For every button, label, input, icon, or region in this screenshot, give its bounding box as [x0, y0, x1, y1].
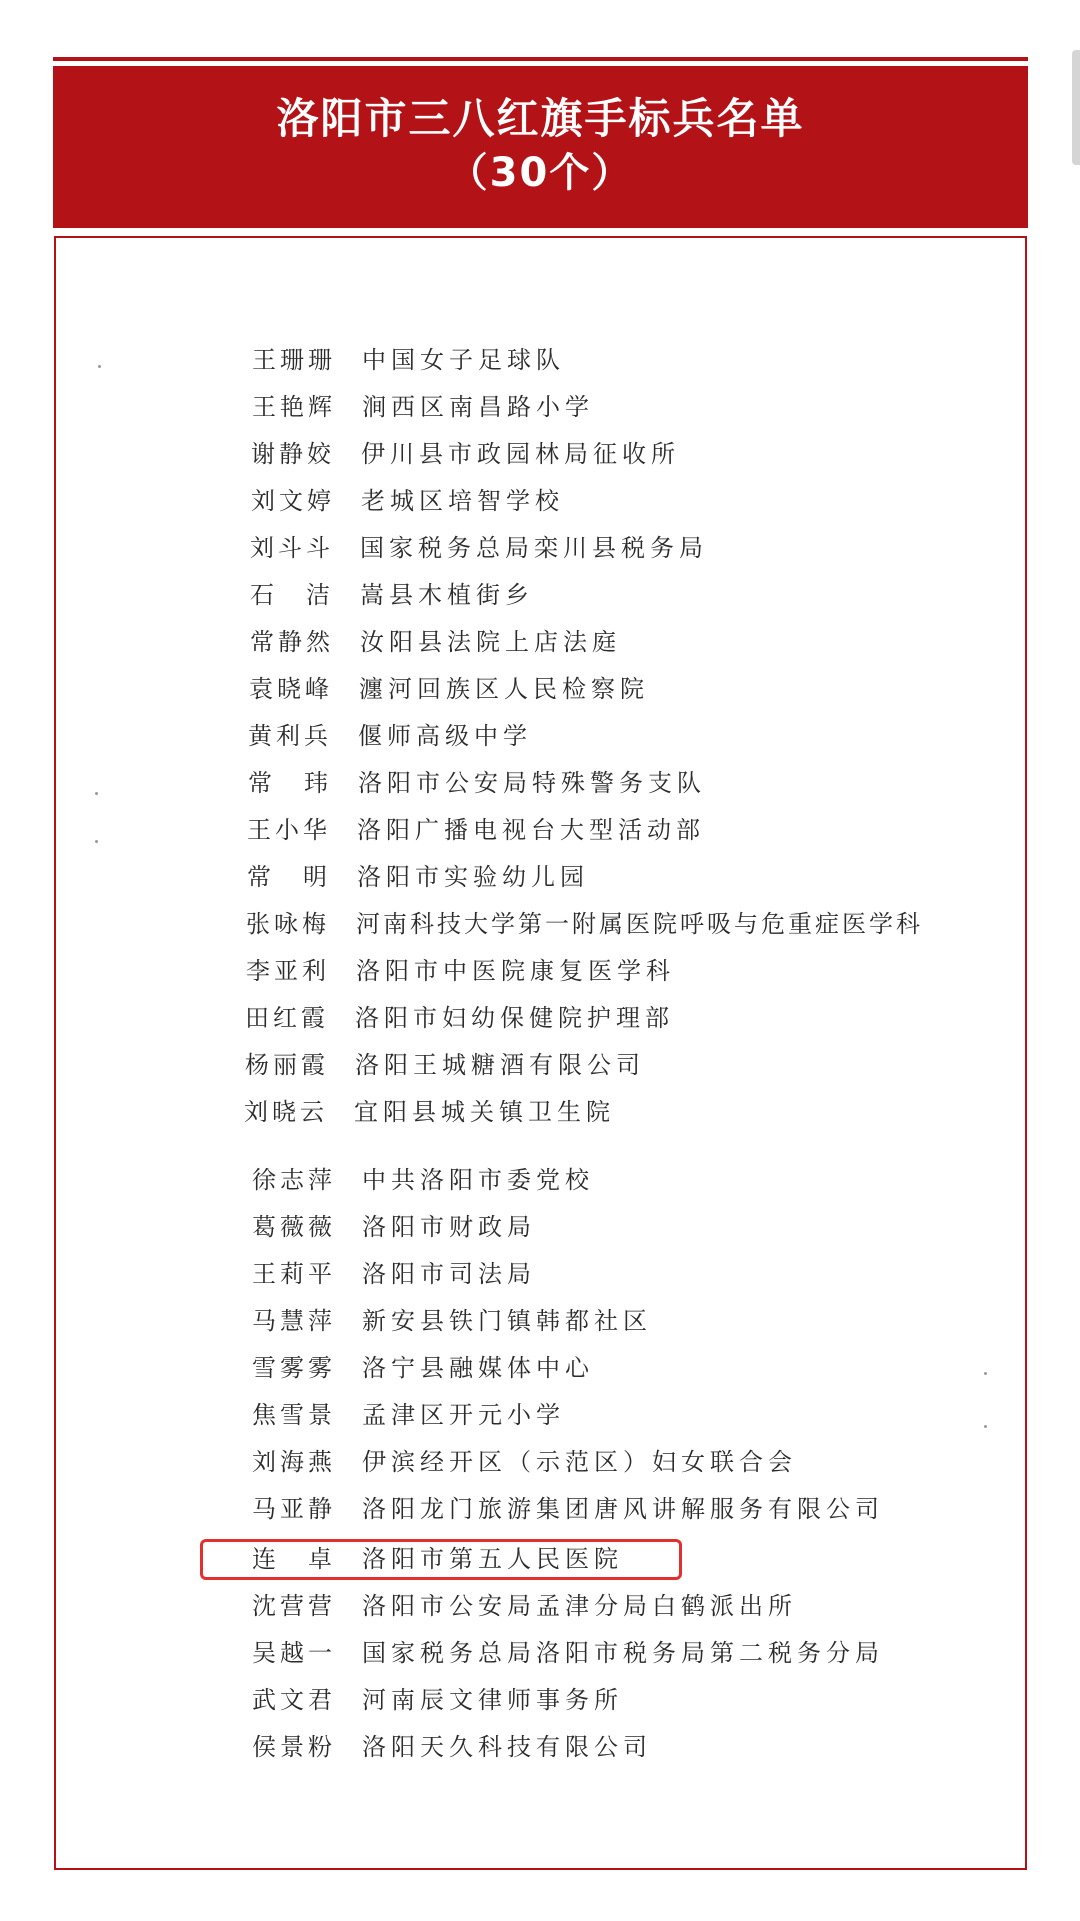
scan-speck: [984, 1372, 987, 1375]
scan-speck: [95, 792, 98, 795]
scan-speck: [98, 365, 101, 368]
entry-organization: 洛阳天久科技有限公司: [362, 1733, 652, 1761]
page-title: 洛阳市三八红旗手标兵名单: [276, 94, 805, 143]
entry-name: 吴越一: [252, 1639, 336, 1667]
entry-organization: 河南辰文律师事务所: [362, 1686, 623, 1714]
entry-organization: 偃师高级中学: [358, 722, 532, 750]
entry-organization: 洛阳市中医院康复医学科: [356, 957, 675, 985]
entry-name: 王艳辉: [252, 393, 336, 421]
entry-name: 刘文婷: [251, 487, 335, 515]
entry-organization: 洛阳王城糖酒有限公司: [355, 1051, 645, 1079]
entry-name: 沈营营: [252, 1592, 336, 1620]
entry-organization: 涧西区南昌路小学: [362, 393, 594, 421]
entry-name: 连 卓: [252, 1545, 336, 1573]
entry-name: 王莉平: [252, 1260, 336, 1288]
entry-organization: 洛宁县融媒体中心: [362, 1354, 594, 1382]
entry-name: 杨丽霞: [245, 1051, 329, 1079]
entry-organization: 洛阳市公安局孟津分局白鹤派出所: [362, 1592, 797, 1620]
entry-organization: 中共洛阳市委党校: [362, 1166, 594, 1194]
entry-name: 常 明: [247, 863, 331, 891]
entry-name: 常静然: [250, 628, 334, 656]
entry-organization: 汝阳县法院上店法庭: [360, 628, 621, 656]
entry-name: 徐志萍: [252, 1166, 336, 1194]
entry-name: 王小华: [247, 816, 331, 844]
entry-organization: 洛阳广播电视台大型活动部: [357, 816, 705, 844]
entry-name: 马慧萍: [252, 1307, 336, 1335]
entry-name: 马亚静: [252, 1495, 336, 1523]
entry-organization: 洛阳市第五人民医院: [362, 1545, 623, 1573]
entry-organization: 河南科技大学第一附属医院呼吸与危重症医学科: [356, 910, 923, 938]
entry-name: 李亚利: [246, 957, 330, 985]
entry-organization: 洛阳市财政局: [362, 1213, 536, 1241]
entry-name: 侯景粉: [252, 1733, 336, 1761]
entry-organization: 孟津区开元小学: [362, 1401, 565, 1429]
entry-organization: 瀍河回族区人民检察院: [359, 675, 649, 703]
entry-name: 黄利兵: [248, 722, 332, 750]
entry-name: 葛薇薇: [252, 1213, 336, 1241]
entry-organization: 洛阳市司法局: [362, 1260, 536, 1288]
entry-name: 田红霞: [245, 1004, 329, 1032]
entry-organization: 嵩县木植街乡: [360, 581, 534, 609]
entry-organization: 洛阳市实验幼儿园: [357, 863, 589, 891]
page-subtitle: （30个）: [447, 150, 634, 196]
entry-name: 刘海燕: [252, 1448, 336, 1476]
entry-organization: 新安县铁门镇韩都社区: [362, 1307, 652, 1335]
entry-name: 刘晓云: [244, 1098, 328, 1126]
entry-organization: 国家税务总局洛阳市税务局第二税务分局: [362, 1639, 884, 1667]
entry-organization: 中国女子足球队: [362, 346, 565, 374]
entry-name: 常 玮: [248, 769, 332, 797]
entry-name: 石 洁: [250, 581, 334, 609]
scan-speck: [984, 1425, 987, 1428]
scrollbar[interactable]: [1072, 50, 1080, 165]
entry-organization: 国家税务总局栾川县税务局: [360, 534, 708, 562]
entry-organization: 洛阳市妇幼保健院护理部: [355, 1004, 674, 1032]
entry-organization: 宜阳县城关镇卫生院: [354, 1098, 615, 1126]
entry-organization: 老城区培智学校: [361, 487, 564, 515]
entry-name: 雪雾雾: [252, 1354, 336, 1382]
entry-name: 袁晓峰: [249, 675, 333, 703]
entry-name: 张咏梅: [246, 910, 330, 938]
entry-name: 武文君: [252, 1686, 336, 1714]
scan-speck: [95, 840, 98, 843]
entry-organization: 伊川县市政园林局征收所: [361, 440, 680, 468]
entry-name: 谢静姣: [251, 440, 335, 468]
highlight-box: [200, 1539, 682, 1580]
entry-organization: 洛阳市公安局特殊警务支队: [358, 769, 706, 797]
entry-name: 王珊珊: [252, 346, 336, 374]
entry-name: 刘斗斗: [250, 534, 334, 562]
entry-organization: 伊滨经开区（示范区）妇女联合会: [362, 1448, 797, 1476]
entry-name: 焦雪景: [252, 1401, 336, 1429]
entry-organization: 洛阳龙门旅游集团唐风讲解服务有限公司: [362, 1495, 884, 1523]
